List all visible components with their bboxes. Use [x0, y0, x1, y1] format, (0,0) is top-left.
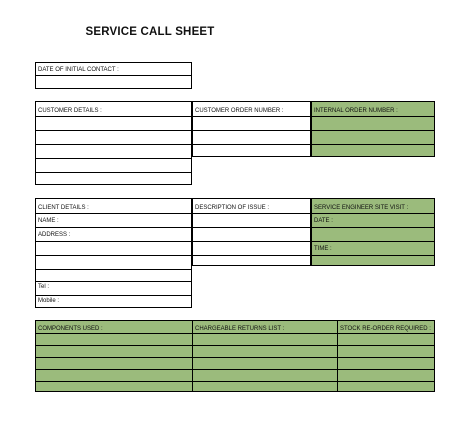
customer-details-box[interactable] — [35, 101, 192, 185]
time-label: TIME : — [314, 246, 332, 252]
date-of-initial-contact-label: DATE OF INITIAL CONTACT : — [38, 67, 119, 73]
components-used-label: COMPONENTS USED : — [38, 326, 103, 332]
mobile-label: Mobile : — [38, 298, 60, 304]
internal-order-number-label: INTERNAL ORDER NUMBER : — [314, 108, 398, 114]
page-title: SERVICE CALL SHEET — [85, 26, 215, 38]
customer-details-label: CUSTOMER DETAILS : — [38, 108, 102, 114]
service-engineer-site-visit-label: SERVICE ENGINEER SITE VISIT : — [314, 205, 409, 211]
service-engineer-site-visit-box[interactable] — [311, 198, 435, 266]
date-label: DATE : — [314, 218, 333, 224]
client-details-box[interactable] — [35, 198, 192, 308]
components-returns-stock-table[interactable] — [35, 320, 435, 392]
address-label: ADDRESS : — [38, 232, 71, 238]
name-label: NAME : — [38, 218, 59, 224]
date-of-initial-contact-field[interactable] — [35, 62, 192, 89]
tel-label: Tel : — [38, 284, 50, 290]
description-of-issue-box[interactable] — [192, 198, 311, 266]
customer-order-number-box[interactable] — [192, 101, 311, 157]
chargeable-returns-list-label: CHARGEABLE RETURNS LIST : — [195, 326, 285, 332]
customer-order-number-label: CUSTOMER ORDER NUMBER : — [195, 108, 284, 114]
internal-order-number-box[interactable] — [311, 101, 435, 157]
client-details-label: CLIENT DETAILS : — [38, 205, 89, 211]
description-of-issue-label: DESCRIPTION OF ISSUE : — [195, 205, 270, 211]
stock-reorder-required-label: STOCK RE-ORDER REQUIRED : — [340, 326, 431, 332]
